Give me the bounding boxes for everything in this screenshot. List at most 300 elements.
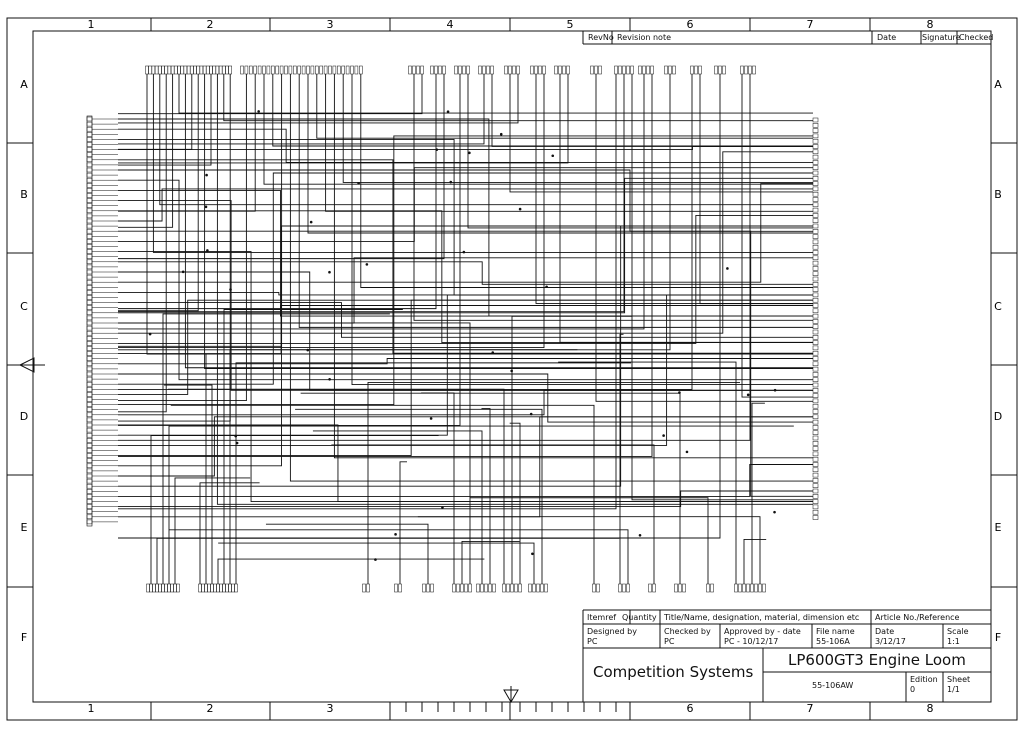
wire xyxy=(299,74,813,327)
wire xyxy=(185,74,813,368)
top-connector-pin xyxy=(285,66,288,74)
bottom-connector-pin xyxy=(232,584,235,592)
right-connector-pin xyxy=(813,335,818,339)
connector-pin xyxy=(87,250,92,254)
top-connector-pin xyxy=(276,66,279,74)
wire xyxy=(118,74,198,311)
right-connector-pin xyxy=(813,330,818,334)
wire xyxy=(361,74,813,287)
top-connector-pin xyxy=(203,66,206,74)
top-connector-pin xyxy=(158,66,161,74)
top-connector-pin xyxy=(591,66,594,74)
scale-value: 1:1 xyxy=(947,637,960,646)
junction-dot xyxy=(205,206,208,209)
wire xyxy=(118,74,192,149)
zone-col-label: 8 xyxy=(926,18,934,31)
wire xyxy=(118,74,166,412)
connector-pin xyxy=(87,255,92,259)
wire xyxy=(118,465,813,497)
wire xyxy=(462,541,519,584)
right-connector-pin xyxy=(813,457,818,461)
wire xyxy=(218,559,484,584)
top-connector-pin xyxy=(435,66,438,74)
connector-pin xyxy=(87,464,92,468)
top-connector-pin xyxy=(555,66,558,74)
top-connector-pin xyxy=(749,66,752,74)
wire xyxy=(118,300,813,455)
bottom-connector-pin xyxy=(515,584,518,592)
bottom-connector-pin xyxy=(423,584,426,592)
top-connector-pin xyxy=(302,66,305,74)
wire xyxy=(256,323,470,584)
wire xyxy=(118,74,282,346)
connector-pin xyxy=(87,326,92,330)
bottom-connector-pin xyxy=(214,584,217,592)
wire xyxy=(742,74,813,397)
bottom-connector-pin xyxy=(465,584,468,592)
bottom-connector-pin xyxy=(739,584,742,592)
right-connector-pin xyxy=(813,208,818,212)
connector-pin xyxy=(87,382,92,386)
zone-row-label: E xyxy=(20,521,28,534)
connector-pin xyxy=(87,438,92,442)
right-connector-pin xyxy=(813,436,818,440)
right-connector-pin xyxy=(813,319,818,323)
bottom-connector-pin xyxy=(519,584,522,592)
approved-by-label: Approved by - date xyxy=(724,627,801,636)
right-connector-pin xyxy=(813,484,818,488)
junction-dot xyxy=(639,534,642,537)
top-connector-pin xyxy=(491,66,494,74)
bottom-connector-pin xyxy=(627,584,630,592)
bottom-connector-pin xyxy=(399,584,402,592)
right-connector-pin xyxy=(813,176,818,180)
top-connector-pin xyxy=(146,66,149,74)
connector-pin xyxy=(87,178,92,182)
junction-dot xyxy=(463,251,466,254)
top-connector-pin xyxy=(181,66,184,74)
edition-value: 0 xyxy=(910,685,916,694)
junction-dot xyxy=(531,552,534,555)
junction-dot xyxy=(551,154,554,157)
right-connector-pin xyxy=(813,309,818,313)
top-connector-pin xyxy=(249,66,252,74)
bottom-connector-pin xyxy=(541,584,544,592)
top-connector-pin xyxy=(463,66,466,74)
zone-row-label: B xyxy=(20,188,28,201)
zone-row-label: F xyxy=(994,631,1002,644)
bottom-connector-pin xyxy=(220,584,223,592)
connector-pin xyxy=(87,520,92,524)
connector-pin xyxy=(87,494,92,498)
zone-col-label: 1 xyxy=(87,18,95,31)
wire xyxy=(752,403,765,584)
junction-dot xyxy=(678,391,681,394)
zone-col-label: 4 xyxy=(446,18,454,31)
connector-pin xyxy=(87,443,92,447)
bottom-connector-pin xyxy=(477,584,480,592)
right-connector-pin xyxy=(813,304,818,308)
top-connector-pin xyxy=(342,66,345,74)
top-connector-pin xyxy=(417,66,420,74)
connector-pin xyxy=(87,127,92,131)
top-connector-pin xyxy=(567,66,570,74)
connector-pin xyxy=(87,117,92,121)
right-connector-pin xyxy=(813,134,818,138)
bottom-connector-pin xyxy=(503,584,506,592)
bottom-connector-pin xyxy=(199,584,202,592)
junction-dot xyxy=(234,435,237,438)
wire xyxy=(118,262,813,285)
zone-row-label: C xyxy=(20,300,28,313)
right-connector-pin xyxy=(813,441,818,445)
junction-dot xyxy=(374,558,377,561)
bottom-connector-pin xyxy=(153,584,156,592)
bottom-connector-pin xyxy=(177,584,180,592)
wire xyxy=(470,498,708,584)
top-connector-pin xyxy=(351,66,354,74)
bottom-connector-pin xyxy=(162,584,165,592)
wire xyxy=(175,478,250,584)
connector-pin xyxy=(87,214,92,218)
bottom-connector-pin xyxy=(683,584,686,592)
connector-pin xyxy=(87,265,92,269)
connector-pin xyxy=(87,311,92,315)
connector-pin xyxy=(87,183,92,187)
connector-pin xyxy=(87,168,92,172)
connector-pin xyxy=(87,260,92,264)
zone-col-label: 3 xyxy=(326,18,334,31)
bottom-connector-pin xyxy=(235,584,238,592)
bottom-connector-pin xyxy=(367,584,370,592)
checked-by-label: Checked by xyxy=(664,627,711,636)
right-connector-pin xyxy=(813,261,818,265)
wire xyxy=(368,382,740,584)
connector-pin xyxy=(87,454,92,458)
bottom-connector-pin xyxy=(211,584,214,592)
top-connector-pin xyxy=(184,66,187,74)
checked-by-value: PC xyxy=(664,637,675,646)
connector-pin xyxy=(87,469,92,473)
bottom-connector-pin xyxy=(431,584,434,592)
junction-dot xyxy=(726,267,729,270)
connector-pin xyxy=(87,387,92,391)
connector-pin xyxy=(87,408,92,412)
bottom-connector-pin xyxy=(493,584,496,592)
bottom-connector-pin xyxy=(461,584,464,592)
connector-pin xyxy=(87,239,92,243)
bottom-connector-pin xyxy=(223,584,226,592)
top-connector-pin xyxy=(559,66,562,74)
wire xyxy=(290,74,813,481)
top-connector-pin xyxy=(222,66,225,74)
right-connector-pin xyxy=(813,404,818,408)
right-connector-pin xyxy=(813,219,818,223)
right-connector-pin xyxy=(813,155,818,159)
connector-pin xyxy=(87,285,92,289)
connector-pin xyxy=(87,331,92,335)
bottom-connector-pin xyxy=(679,584,682,592)
wire xyxy=(118,74,460,425)
right-connector-pin xyxy=(813,516,818,520)
connector-pin xyxy=(87,188,92,192)
right-connector-pin xyxy=(813,129,818,133)
junction-dot xyxy=(435,148,438,151)
wire xyxy=(118,74,644,329)
wire xyxy=(317,74,813,138)
wire xyxy=(118,136,813,405)
junction-dot xyxy=(328,271,331,274)
bottom-connector-pin xyxy=(763,584,766,592)
wire xyxy=(400,462,407,584)
right-connector-pin xyxy=(813,282,818,286)
top-connector-pin xyxy=(168,66,171,74)
right-connector-pin xyxy=(813,494,818,498)
wire xyxy=(418,517,760,584)
connector-pin xyxy=(87,418,92,422)
junction-dot xyxy=(310,221,313,224)
bottom-connector-pin xyxy=(545,584,548,592)
bottom-connector-pin xyxy=(171,584,174,592)
right-connector-pin xyxy=(813,489,818,493)
connector-pin xyxy=(87,474,92,478)
right-connector-pin xyxy=(813,229,818,233)
bottom-connector-pin xyxy=(395,584,398,592)
row-labels-right xyxy=(994,78,1002,644)
top-connector-pin xyxy=(483,66,486,74)
article-label: Article No./Reference xyxy=(875,613,960,622)
top-connector-pin xyxy=(651,66,654,74)
connector-pin xyxy=(87,428,92,432)
connector-pin xyxy=(87,392,92,396)
connector-pin xyxy=(87,398,92,402)
wire xyxy=(236,363,631,584)
wire-runs xyxy=(118,74,813,584)
connector-pin xyxy=(87,336,92,340)
right-connector-pin xyxy=(813,415,818,419)
bottom-connector-pin xyxy=(597,584,600,592)
top-connector-pin xyxy=(563,66,566,74)
company-name: Competition Systems xyxy=(593,663,754,681)
bottom-connector-pin xyxy=(755,584,758,592)
sheet-value: 1/1 xyxy=(947,685,960,694)
connector-pin xyxy=(87,372,92,376)
bottom-connector-pin xyxy=(226,584,229,592)
connector-pin xyxy=(87,199,92,203)
top-connector-pin xyxy=(443,66,446,74)
designed-by-label: Designed by xyxy=(587,627,637,636)
connector-pin xyxy=(87,341,92,345)
connector-pin xyxy=(87,204,92,208)
date-header: Date xyxy=(877,33,897,42)
top-connector-pin xyxy=(595,66,598,74)
right-connector-pin xyxy=(813,266,818,270)
junction-dot xyxy=(491,351,494,354)
junction-dot xyxy=(662,434,665,437)
top-connector-pin xyxy=(190,66,193,74)
top-connector-pin xyxy=(355,66,358,74)
junction-dot xyxy=(449,181,452,184)
bottom-connector-pin xyxy=(649,584,652,592)
right-connector-pin xyxy=(813,399,818,403)
connector-pin xyxy=(87,245,92,249)
top-connector-pin xyxy=(631,66,634,74)
bottom-connector-pin xyxy=(469,584,472,592)
top-connector-pin xyxy=(307,66,310,74)
connector-pin xyxy=(87,301,92,305)
connector-pin xyxy=(87,362,92,366)
wire xyxy=(334,74,813,458)
right-connector-pin xyxy=(813,378,818,382)
top-connector-pin xyxy=(216,66,219,74)
right-connector-pin xyxy=(813,500,818,504)
bottom-connector-pin xyxy=(147,584,150,592)
top-connector-pin xyxy=(311,66,314,74)
top-connector-pin xyxy=(745,66,748,74)
wire xyxy=(273,74,813,146)
connector-pin xyxy=(87,163,92,167)
junction-dot xyxy=(328,378,331,381)
junction-dot xyxy=(182,271,185,274)
top-connector-pin xyxy=(289,66,292,74)
top-connector-pin xyxy=(627,66,630,74)
junction-dot xyxy=(430,417,433,420)
junction-dot xyxy=(510,370,513,373)
top-connector-pin xyxy=(505,66,508,74)
top-connector-pin xyxy=(439,66,442,74)
junction-dot xyxy=(229,288,232,291)
bottom-connector-pin xyxy=(453,584,456,592)
bottom-connector-pin xyxy=(675,584,678,592)
wire xyxy=(118,147,813,150)
top-connector-pin xyxy=(194,66,197,74)
top-connector-pin xyxy=(431,66,434,74)
zone-row-label: E xyxy=(994,521,1002,534)
wire xyxy=(118,74,624,312)
top-connector-pin xyxy=(459,66,462,74)
right-connector-pin xyxy=(813,447,818,451)
top-connector-pin xyxy=(531,66,534,74)
connector-pin xyxy=(87,352,92,356)
top-connector-pin xyxy=(149,66,152,74)
top-connector-pin xyxy=(479,66,482,74)
junction-dot xyxy=(206,249,209,252)
right-connector-pin xyxy=(813,425,818,429)
bottom-connector-pin xyxy=(619,584,622,592)
zone-col-label: 8 xyxy=(926,702,934,715)
bottom-connector-pin xyxy=(533,584,536,592)
bottom-connector-pin xyxy=(707,584,710,592)
top-connector-pin xyxy=(267,66,270,74)
bottom-connector-pin xyxy=(759,584,762,592)
wire xyxy=(118,390,813,415)
top-connector-pin xyxy=(615,66,618,74)
top-connector-pin xyxy=(413,66,416,74)
wire xyxy=(118,215,813,343)
top-connector-pin xyxy=(213,66,216,74)
connector-pin xyxy=(87,403,92,407)
scale-label: Scale xyxy=(947,627,969,636)
zone-col-label: 6 xyxy=(686,702,694,715)
file-name-label: File name xyxy=(816,627,855,636)
wire xyxy=(118,425,813,502)
top-connector-pin xyxy=(669,66,672,74)
top-connector-pin xyxy=(174,66,177,74)
connector-pin xyxy=(87,194,92,198)
wire xyxy=(512,316,632,584)
junction-dot xyxy=(545,285,548,288)
wire xyxy=(179,74,813,113)
title-name-label: Title/Name, designation, material, dimension etc xyxy=(664,613,860,622)
bottom-connector-pin xyxy=(205,584,208,592)
junction-dot xyxy=(366,263,369,266)
right-connector-pin xyxy=(813,160,818,164)
top-connector-pin xyxy=(647,66,650,74)
bottom-connector-pin xyxy=(511,584,514,592)
right-connector-pin xyxy=(813,394,818,398)
bottom-connector-pin xyxy=(217,584,220,592)
top-connector-pin xyxy=(517,66,520,74)
right-connector-pin xyxy=(813,510,818,514)
wire xyxy=(510,74,813,192)
connector-pin xyxy=(87,367,92,371)
wire xyxy=(118,74,436,309)
top-connector-pin xyxy=(171,66,174,74)
top-connector-pin xyxy=(409,66,412,74)
zone-row-label: D xyxy=(19,410,29,423)
quantity-label: Quantity xyxy=(622,613,657,622)
top-connector-pin xyxy=(293,66,296,74)
zone-col-label: 6 xyxy=(686,18,694,31)
junction-dot xyxy=(257,110,260,113)
right-connector-pin xyxy=(813,463,818,467)
right-connector-pin xyxy=(813,213,818,217)
right-connector-pin xyxy=(813,203,818,207)
right-connector-pin xyxy=(813,346,818,350)
connector-pin xyxy=(87,280,92,284)
right-connector-pin xyxy=(813,505,818,509)
top-connector-pin xyxy=(320,66,323,74)
top-connector-pin xyxy=(695,66,698,74)
right-connector-pin xyxy=(813,166,818,170)
zone-row-label: B xyxy=(994,188,1002,201)
wire xyxy=(118,74,230,421)
top-connector-pin xyxy=(673,66,676,74)
ruler-ticks xyxy=(390,702,616,712)
wire xyxy=(510,423,520,584)
connector-pin xyxy=(87,306,92,310)
bottom-connector-pin xyxy=(457,584,460,592)
top-connector-pin xyxy=(206,66,209,74)
bottom-connector-pin xyxy=(156,584,159,592)
top-connector-pin xyxy=(359,66,362,74)
top-connector-pin xyxy=(263,66,266,74)
zone-row-label: C xyxy=(994,300,1002,313)
top-connector-pin xyxy=(229,66,232,74)
bottom-connector-pin xyxy=(747,584,750,592)
top-connector-pin xyxy=(197,66,200,74)
right-connector-pin xyxy=(813,351,818,355)
wire xyxy=(118,74,211,165)
top-connector-pin xyxy=(241,66,244,74)
wire xyxy=(414,74,813,320)
top-connector-pin xyxy=(719,66,722,74)
bottom-connector-pin xyxy=(229,584,232,592)
right-connector-pin xyxy=(813,357,818,361)
right-connector-pin xyxy=(813,388,818,392)
wire xyxy=(218,543,534,584)
top-connector-pin xyxy=(509,66,512,74)
